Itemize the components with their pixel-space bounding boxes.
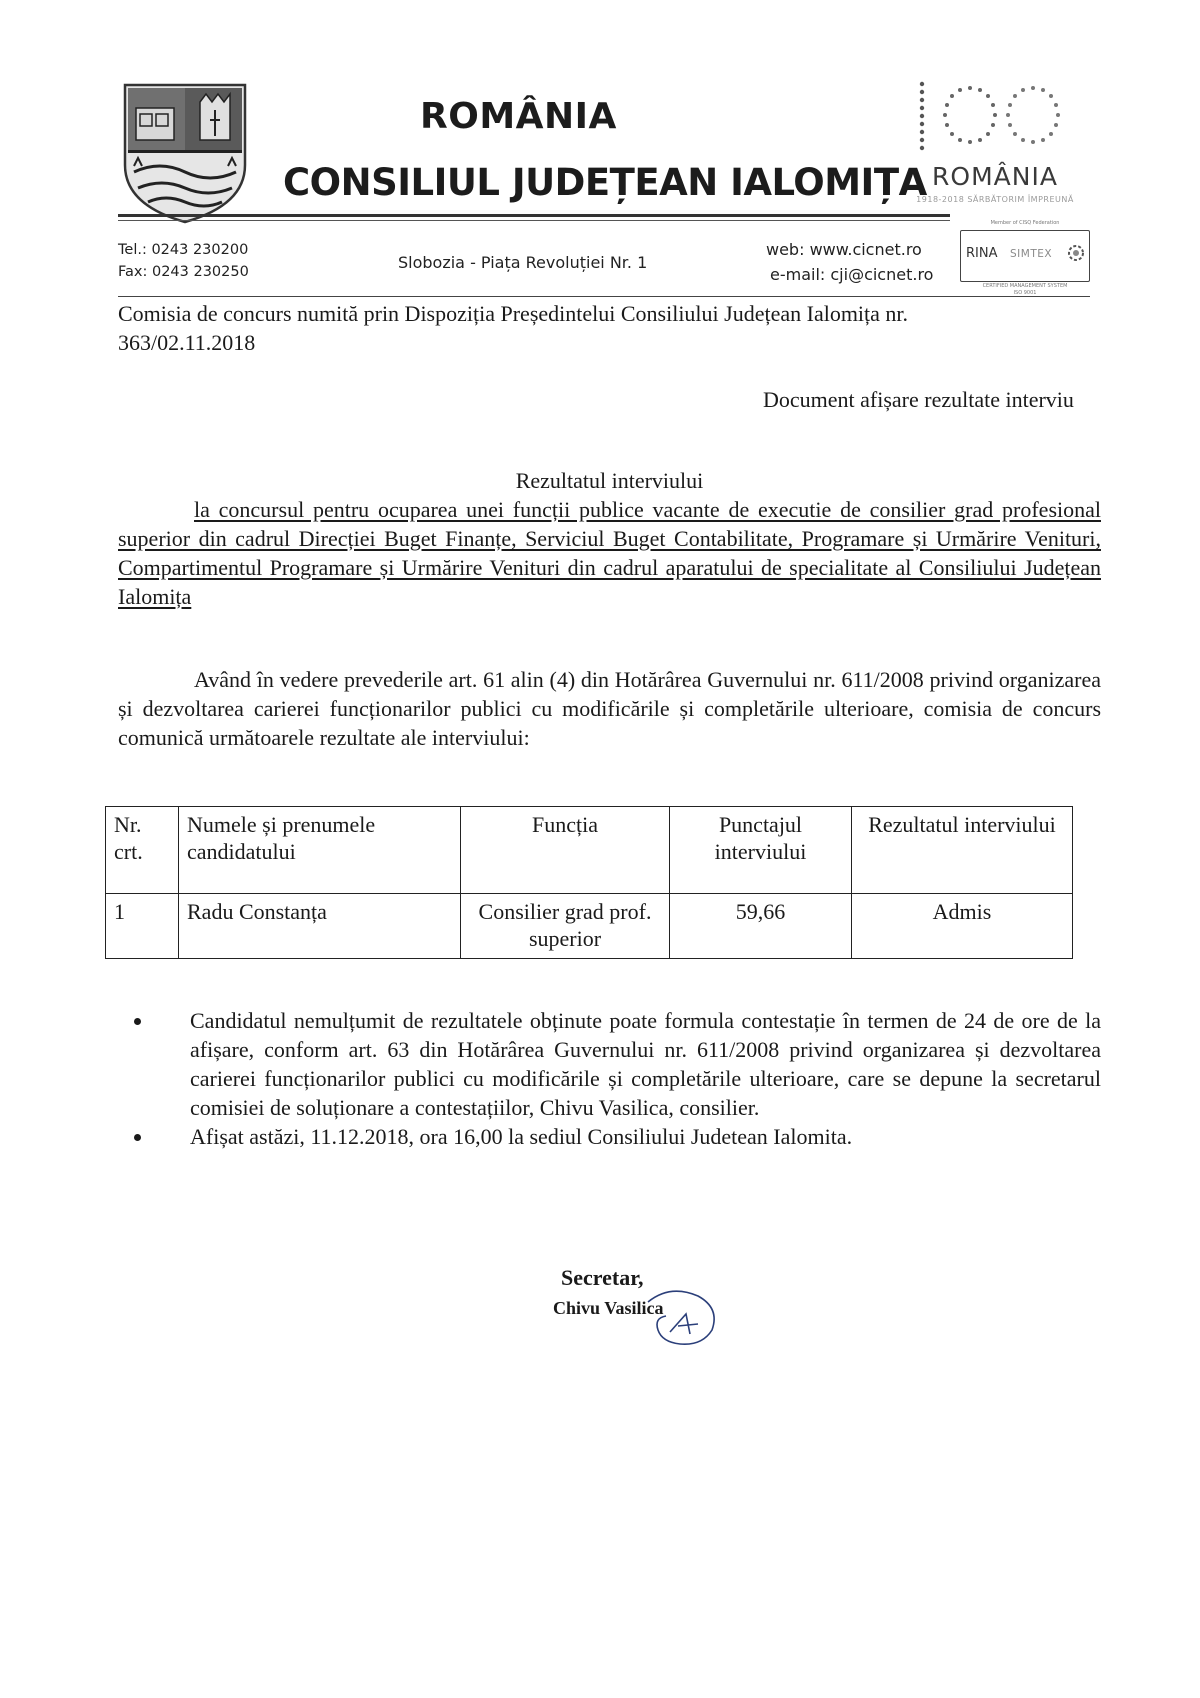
header-rule-thin xyxy=(118,220,950,221)
county-coat-of-arms xyxy=(120,80,250,226)
gear-icon xyxy=(1066,243,1086,263)
cell-result: Admis xyxy=(852,894,1073,959)
signature-role: Secretar, xyxy=(561,1265,644,1290)
bullet-icon xyxy=(134,1018,141,1025)
table-row xyxy=(106,894,1073,959)
cert-bottom-text: CERTIFIED MANAGEMENT SYSTEM ISO 9001 xyxy=(982,283,1068,296)
commission-text: Comisia de concurs numită prin Dispoziția Președintelui Consiliului Județean Ialomița nr. 363/02.11.2018 xyxy=(118,301,909,355)
header-name: Numele și prenumele candidatului xyxy=(179,807,461,894)
results-table xyxy=(105,806,1073,959)
document-type: Document afișare rezultate interviu xyxy=(763,387,1074,412)
result-subject: la concursul pentru ocuparea unei funcții publice vacante de executie de consilier grad profesional superior din cadrul Direcției Buget Finanțe, Serviciul Buget Contabilitate, Programare și Urmărire Venituri, Compartimentul Programare și Urmărire Venituri din cadrul aparatului de specialitate al Consiliului Județean Ialomița xyxy=(118,497,1101,609)
contact-fax: Fax: 0243 230250 xyxy=(118,264,249,280)
contact-email: e-mail: cji@cicnet.ro xyxy=(770,265,934,284)
header-rule xyxy=(118,214,950,217)
contact-rule xyxy=(118,296,1090,297)
header-function: Funcția xyxy=(461,807,670,894)
cert-member-text: Member of CISQ Federation xyxy=(990,220,1060,226)
centenar-label: ROMÂNIA xyxy=(932,162,1058,191)
intro-paragraph: Având în vedere prevederile art. 61 alin (4) din Hotărârea Guvernului nr. 611/2008 privind organizarea și dezvoltarea carierei funcționarilor publici cu modificările și completările ulterioare, comisia de concurs comunică următoarele rezultate ale interviului: xyxy=(118,667,1101,750)
list-item: Candidatul nemulțumit de rezultatele obținute poate formula contestație în termen de 24 de ore de la afișare, conform art. 63 din Hotărârea Guvernului nr. 611/2008 privind organizarea și dezvoltarea carierei funcționarilor publici cu modificările și completările ulterioare, care se depune la secretarul comisiei de soluționare a contestațiilor, Chivu Vasilica, consilier. xyxy=(118,1006,1101,1122)
cert-rina: RINA xyxy=(966,246,998,261)
contact-web: web: www.cicnet.ro xyxy=(766,240,922,259)
cell-nr: 1 xyxy=(106,894,179,959)
header-nr: Nr. crt. xyxy=(106,807,179,894)
centenar-subtitle: 1918-2018 SĂRBĂTORIM ÎMPREUNĂ xyxy=(916,195,1074,204)
bullet-list xyxy=(118,1006,1101,1151)
signature-name: Chivu Vasilica xyxy=(553,1298,664,1318)
cell-function: Consilier grad prof. superior xyxy=(461,894,670,959)
contact-tel: Tel.: 0243 230200 xyxy=(118,242,249,258)
cert-simtex: SIMTEX xyxy=(1010,248,1053,260)
header-result: Rezultatul interviului xyxy=(852,807,1073,894)
header-score: Punctajul interviului xyxy=(670,807,852,894)
header-institution: CONSILIUL JUDEȚEAN IALOMIȚA xyxy=(283,161,927,204)
cell-name: Radu Constanța xyxy=(179,894,461,959)
contact-address: Slobozia - Piața Revoluției Nr. 1 xyxy=(398,253,648,272)
bullet-icon xyxy=(134,1134,141,1141)
table-header-row xyxy=(106,807,1073,894)
list-item: Afișat astăzi, 11.12.2018, ora 16,00 la sediul Consiliului Judetean Ialomita. xyxy=(118,1122,1101,1151)
result-title: Rezultatul interviului xyxy=(515,468,704,493)
handwritten-signature xyxy=(640,1282,730,1352)
cell-score: 59,66 xyxy=(670,894,852,959)
header-country: ROMÂNIA xyxy=(420,96,617,137)
